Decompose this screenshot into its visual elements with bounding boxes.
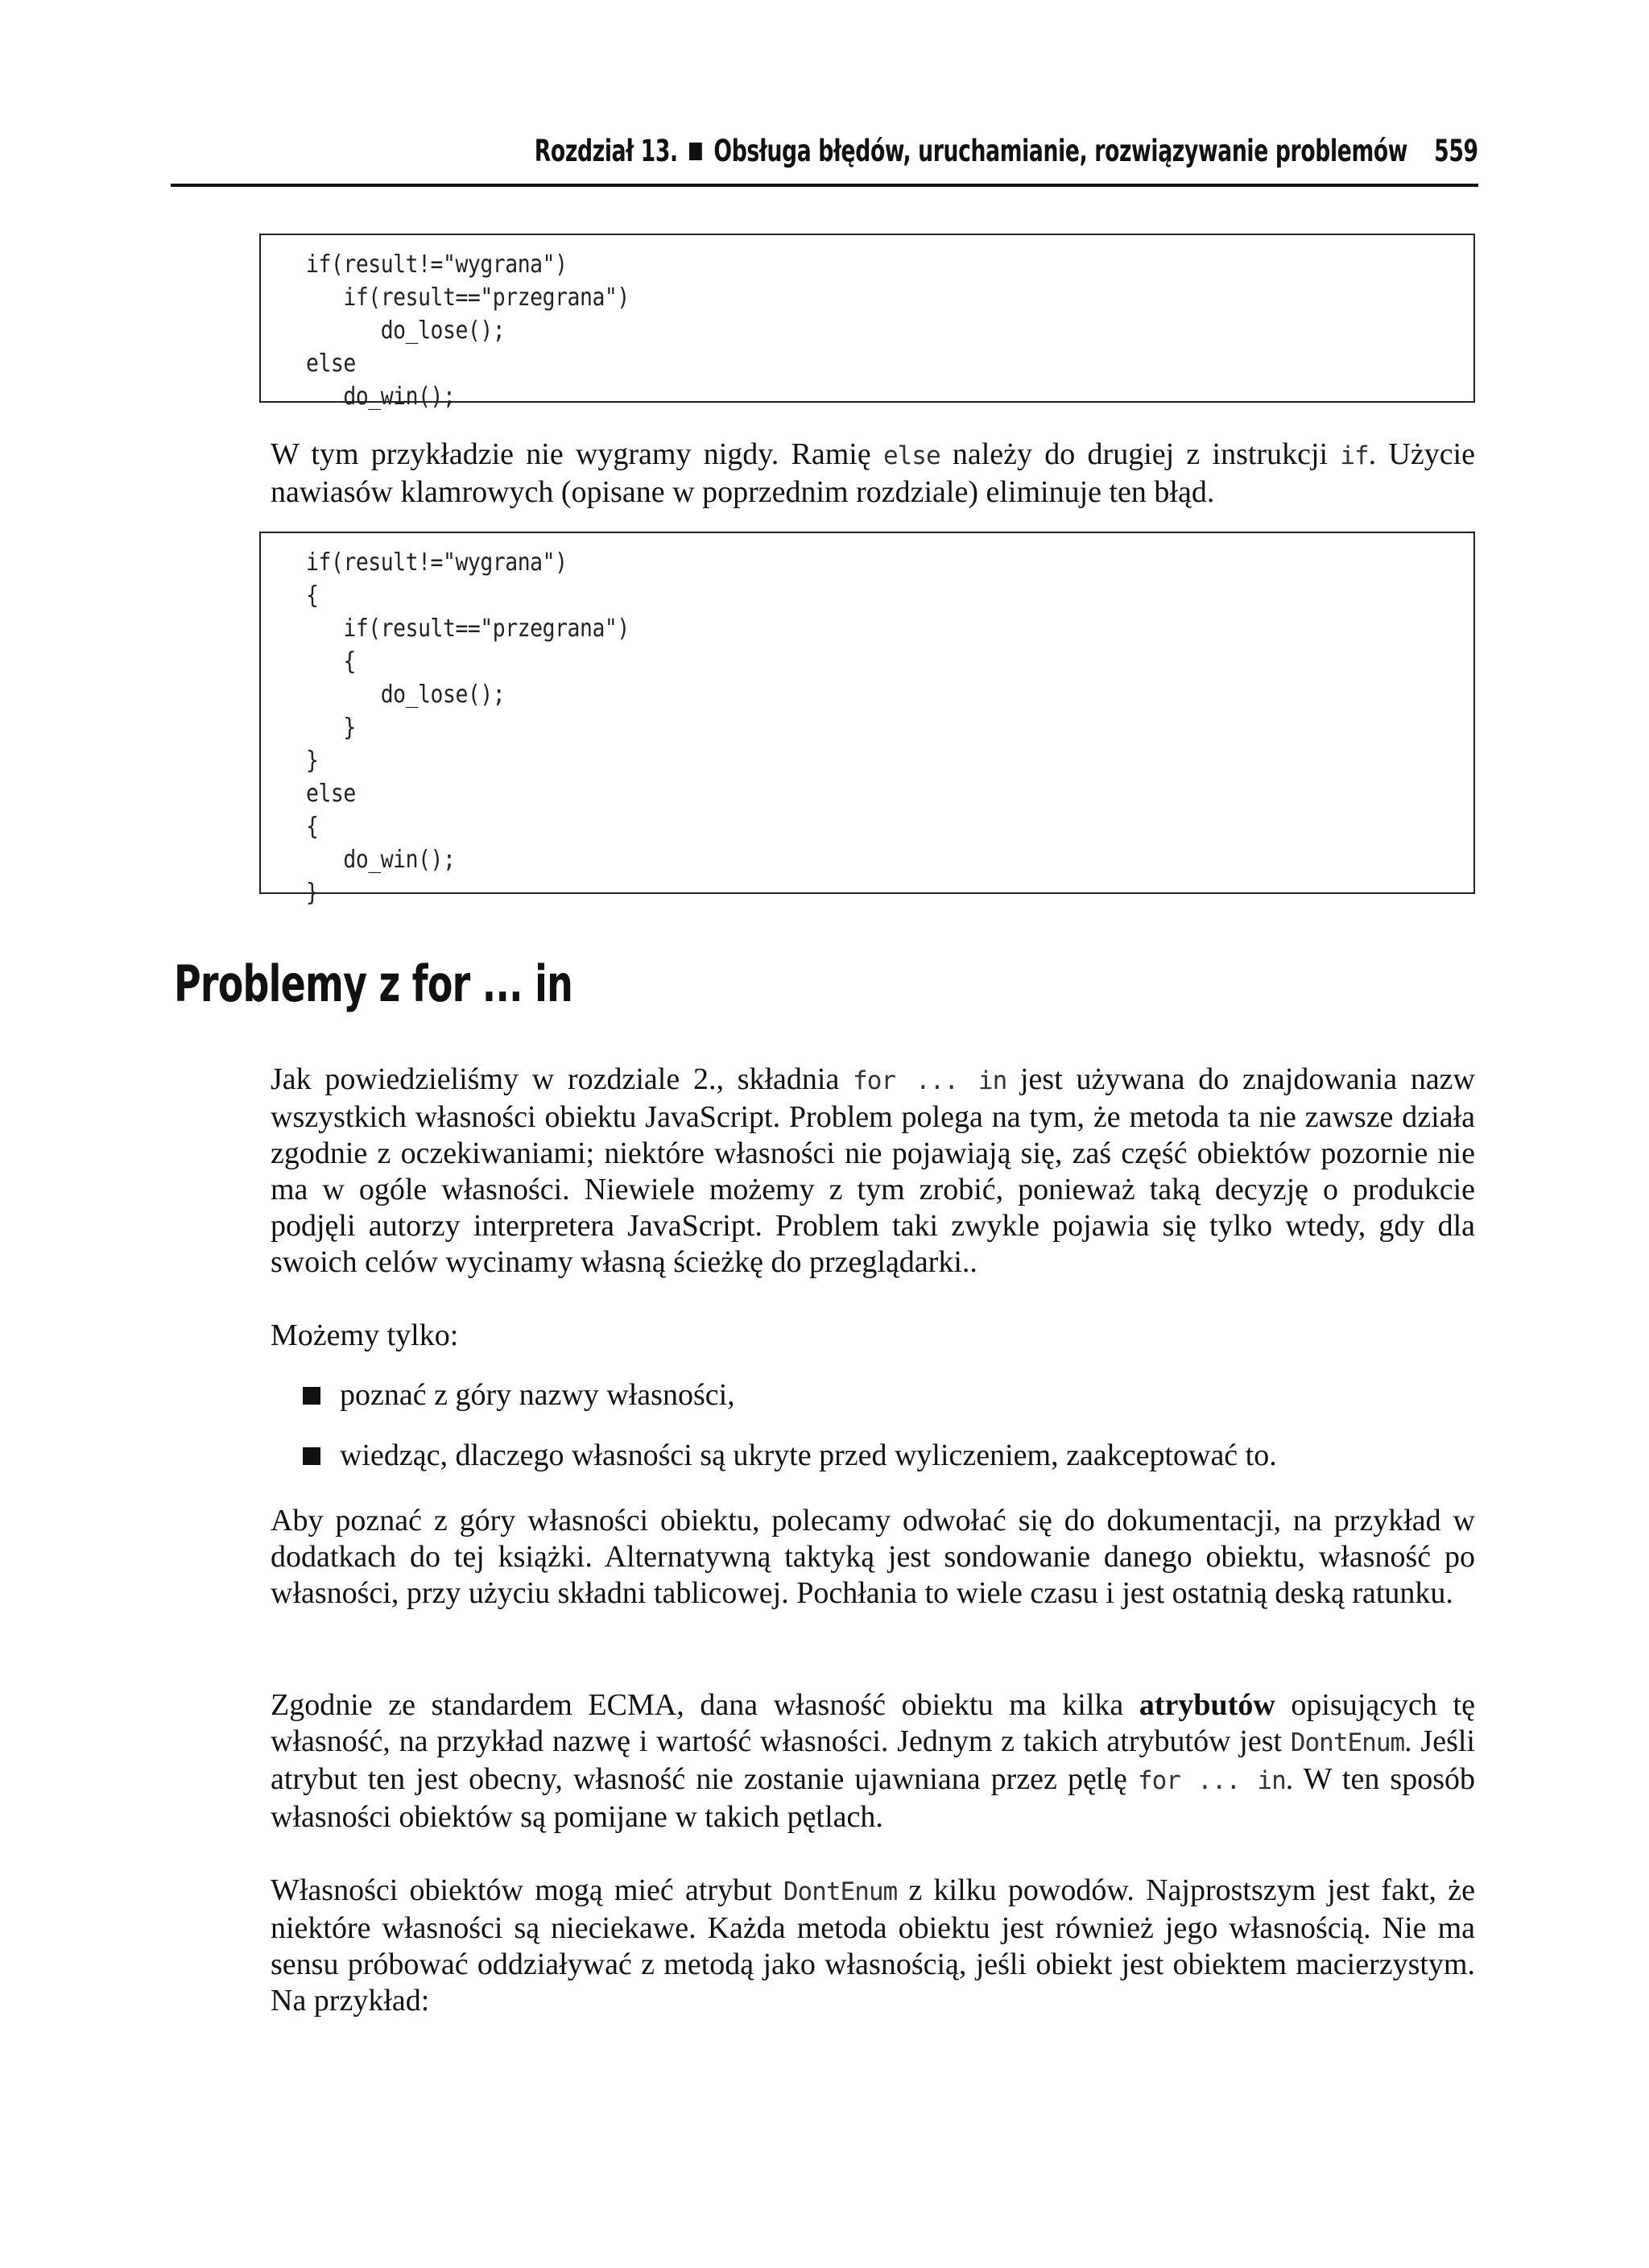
square-bullet-icon — [303, 1447, 320, 1465]
inline-code: if — [1340, 441, 1369, 470]
list-item-text: poznać z góry nazwy własności, — [340, 1378, 735, 1412]
paragraph-5-text: Zgodnie ze standardem ECMA, dana własność obiektu ma kilka — [271, 1688, 1139, 1722]
code-line: if(result=="przegrana") — [306, 615, 630, 643]
inline-code: else — [882, 441, 940, 470]
code-line: do_win(); — [306, 383, 456, 411]
code-line: do_lose(); — [306, 317, 506, 345]
code-line: else — [306, 780, 356, 808]
code-line: do_lose(); — [306, 681, 506, 709]
paragraph-1 — [271, 437, 1475, 511]
inline-code: for ... in — [1137, 1766, 1286, 1795]
bullet-list — [303, 1377, 1475, 1498]
list-item-text: wiedząc, dlaczego własności są ukryte przed wyliczeniem, zaakceptować to. — [340, 1438, 1277, 1472]
page-number: 559 — [1434, 134, 1478, 168]
paragraph-5-text: opisujących tę własność, na przykład nazwę i wartość własności. Jednym z takich atrybutów jest — [271, 1688, 1475, 1758]
paragraph-1-text: W tym przykładzie nie wygramy nigdy. Ramię — [271, 437, 883, 471]
section-heading-ellipsis: ... in — [469, 954, 573, 1013]
code-line: if(result=="przegrana") — [306, 284, 630, 312]
paragraph-5-text: . Jeśli atrybut ten jest obecny, własność nie zostanie ujawniana przez pętlę — [271, 1724, 1475, 1796]
code-line: { — [306, 648, 356, 676]
header-text — [535, 134, 1478, 168]
code-line: { — [306, 813, 319, 841]
list-item — [303, 1377, 1475, 1413]
code-line: do_win(); — [306, 846, 456, 874]
paragraph-5-text: . W ten sposób własności obiektów są pomijane w takich pętlach. — [271, 1762, 1475, 1834]
code-line: if(result!="wygrana") — [306, 250, 568, 279]
header-bullet-icon — [690, 143, 703, 160]
code-line: else — [306, 350, 356, 378]
paragraph-1-text: należy do drugiej z instrukcji — [940, 437, 1341, 471]
code-line: } — [306, 879, 319, 907]
paragraph-1-text: . Użycie nawiasów klamrowych (opisane w poprzednim rozdziale) eliminuje ten błąd. — [271, 437, 1475, 509]
paragraph-2 — [271, 1062, 1475, 1281]
running-header — [171, 127, 1478, 187]
code-line: } — [306, 714, 356, 742]
code-line: } — [306, 747, 319, 775]
inline-code: DontEnum — [783, 1877, 898, 1906]
square-bullet-icon — [303, 1387, 320, 1405]
code-line: { — [306, 581, 319, 610]
paragraph-6-text: z kilku powodów. Najprostszym jest fakt, że niektóre własności są nieciekawe. Każda metoda obiektu jest również jego własnością. Nie ma sensu próbować oddziaływać z metodą jako własnością, jeśli obiekt jest obiektem macierzystym. Na przykład: — [271, 1873, 1475, 2018]
paragraph-6-text: Własności obiektów mogą mieć atrybut — [271, 1873, 783, 1907]
inline-code: DontEnum — [1290, 1728, 1405, 1757]
section-heading — [174, 954, 572, 1013]
paragraph-3: Możemy tylko: — [271, 1318, 459, 1352]
paragraph-6 — [271, 1873, 1475, 2019]
paragraph-2-text: Jak powiedzieliśmy w rozdziale 2., składnia — [271, 1062, 853, 1096]
header-title: Obsługa błędów, uruchamianie, rozwiązywanie problemów — [713, 134, 1408, 168]
code-line: if(result!="wygrana") — [306, 548, 568, 577]
inline-code: for ... in — [853, 1066, 1007, 1095]
list-item — [303, 1438, 1475, 1474]
code-block-2 — [259, 532, 1475, 907]
header-chapter: Rozdział 13. — [535, 134, 679, 168]
section-heading-main: Problemy z for — [174, 954, 470, 1013]
paragraph-2-text: jest używana do znajdowania nazw wszystkich własności obiektu JavaScript. Problem polega na tym, że metoda ta nie zawsze działa zgodnie z oczekiwaniami; niektóre własności nie pojawiają się, zaś część obiektów pozornie nie ma w ogóle własności. Niewiele możemy z tym zrobić, ponieważ taką decyzję o produkcie podjęli autorzy interpretera JavaScript. Problem taki zwykle pojawia się tylko wtedy, gdy dla swoich celów wycinamy własną ścieżkę do przeglądarki.. — [271, 1062, 1475, 1279]
bold-term: atrybutów — [1139, 1688, 1275, 1722]
code-block-1 — [259, 234, 1475, 411]
paragraph-5 — [271, 1687, 1475, 1836]
paragraph-4: Aby poznać z góry własności obiektu, polecamy odwołać się do dokumentacji, na przykład w dodatkach do tej książki. Alternatywną taktyką jest sondowanie danego obiektu, własność po własności, przy użyciu składni tablicowej. Pochłania to wiele czasu i jest ostatnią deską ratunku. — [271, 1504, 1475, 1610]
